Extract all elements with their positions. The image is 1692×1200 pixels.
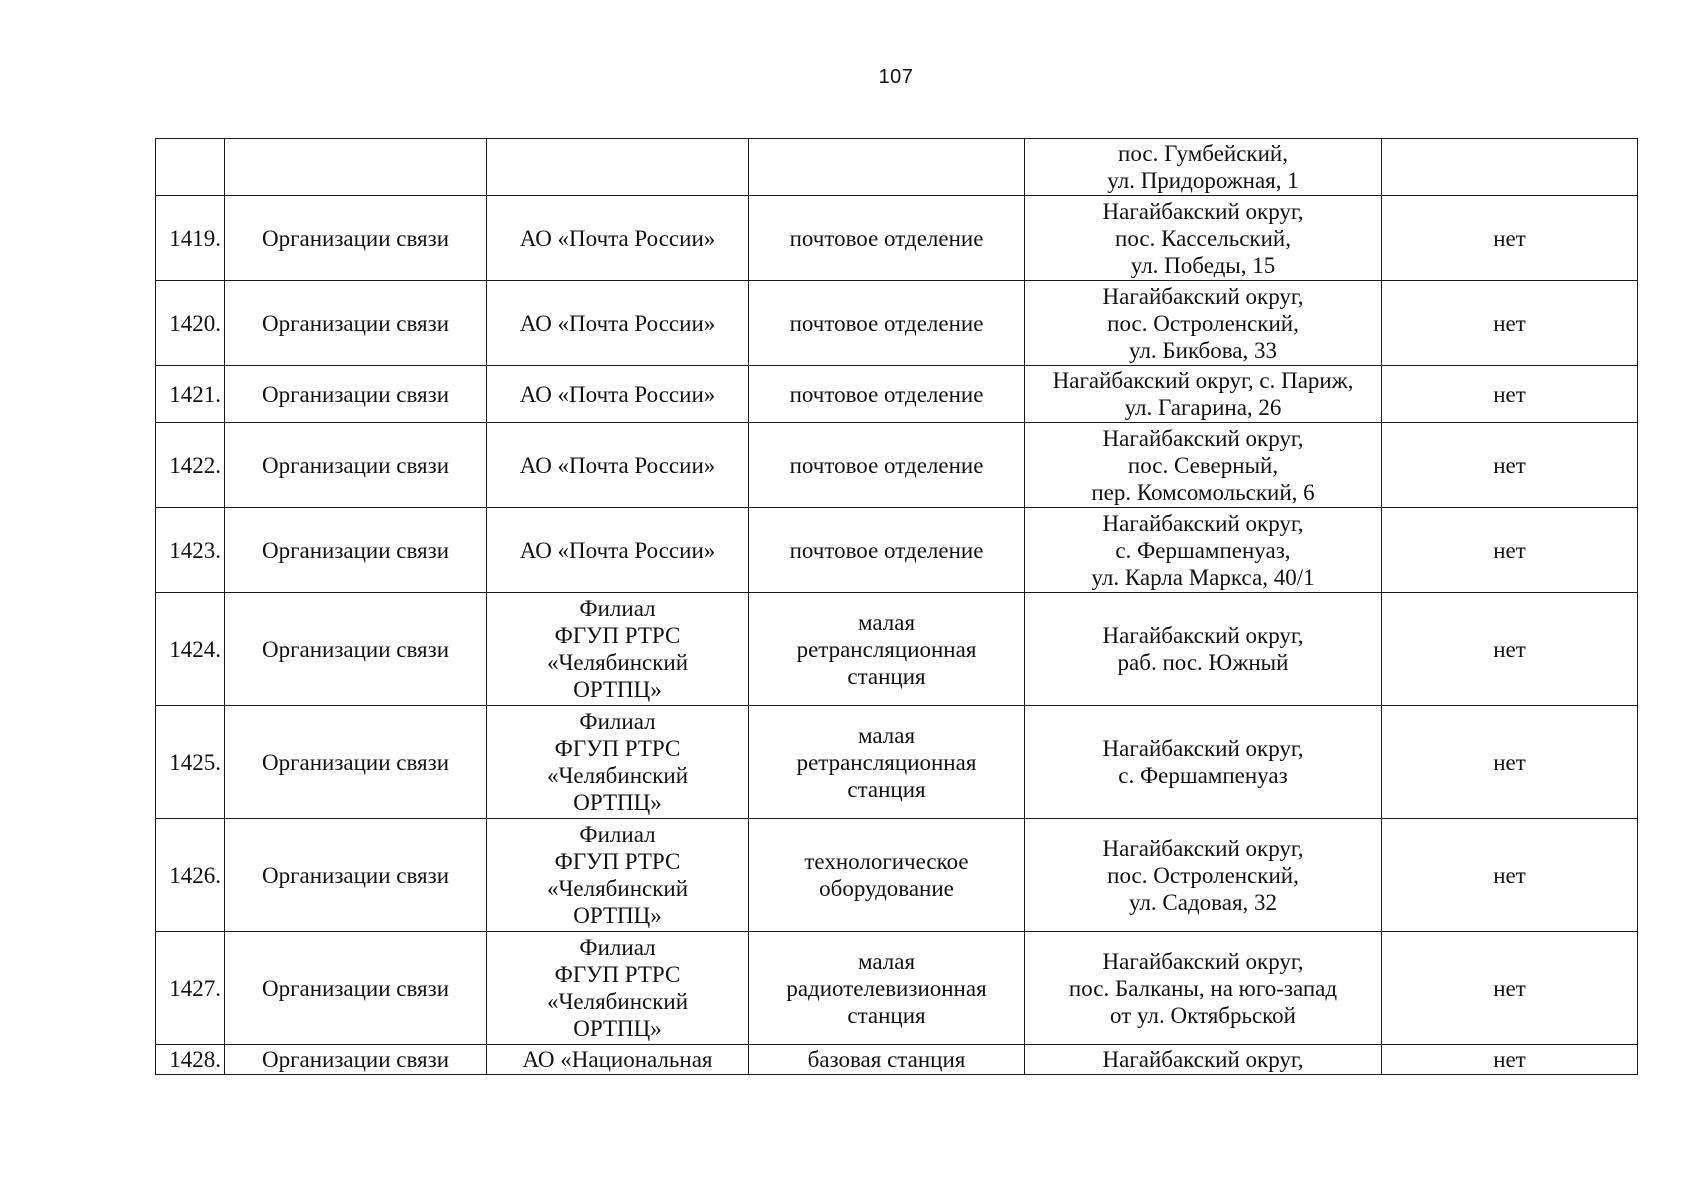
cell-object-line: малая bbox=[857, 609, 916, 635]
cell-status: нет bbox=[1382, 196, 1638, 281]
cell-status: нет bbox=[1382, 1045, 1638, 1075]
cell-organization bbox=[487, 593, 749, 706]
cell-object-line: малая bbox=[857, 722, 916, 748]
cell-organization-line: АО «Почта России» bbox=[519, 537, 716, 563]
table-row bbox=[156, 706, 1638, 819]
cell-address bbox=[1025, 932, 1382, 1045]
cell-address-line: Нагайбакский округ, bbox=[1102, 623, 1304, 648]
cell-category bbox=[225, 139, 487, 196]
cell-organization-line: АО «Национальная bbox=[522, 1047, 713, 1072]
table-row bbox=[156, 932, 1638, 1045]
cell-organization-line: Филиал bbox=[579, 935, 656, 960]
table-row bbox=[156, 593, 1638, 706]
cell-organization-line: ОРТПЦ» bbox=[573, 903, 662, 928]
cell-object-line: станция bbox=[847, 663, 926, 689]
cell-address-line: ул. Победы, 15 bbox=[1130, 252, 1276, 278]
cell-status: нет bbox=[1382, 366, 1638, 423]
cell-organization-line: ОРТПЦ» bbox=[573, 790, 662, 815]
cell-object-line: базовая станция bbox=[807, 1047, 966, 1072]
cell-object bbox=[749, 593, 1025, 706]
cell-number: 1426. bbox=[156, 819, 225, 932]
cell-object-line: ретрансляционная bbox=[796, 636, 977, 662]
cell-object bbox=[749, 1045, 1025, 1075]
cell-status: нет bbox=[1382, 819, 1638, 932]
cell-address-line: Нагайбакский округ, bbox=[1102, 1047, 1304, 1072]
cell-address-line: раб. пос. Южный bbox=[1117, 650, 1289, 675]
cell-status: нет bbox=[1382, 706, 1638, 819]
cell-organization bbox=[487, 366, 749, 423]
cell-address-line: Нагайбакский округ, bbox=[1102, 948, 1304, 974]
cell-number: 1422. bbox=[156, 423, 225, 508]
cell-organization-line: «Челябинский bbox=[546, 650, 689, 675]
cell-category: Организации связи bbox=[225, 196, 487, 281]
cell-address-line: Нагайбакский округ, bbox=[1102, 835, 1304, 861]
cell-organization bbox=[487, 819, 749, 932]
cell-address-line: ул. Придорожная, 1 bbox=[1107, 168, 1299, 193]
cell-organization bbox=[487, 932, 749, 1045]
cell-number: 1419. bbox=[156, 196, 225, 281]
cell-category: Организации связи bbox=[225, 932, 487, 1045]
cell-organization-line: ФГУП РТРС bbox=[554, 962, 681, 987]
cell-category: Организации связи bbox=[225, 706, 487, 819]
cell-address bbox=[1025, 706, 1382, 819]
cell-organization-line: «Челябинский bbox=[546, 989, 689, 1014]
cell-address bbox=[1025, 593, 1382, 706]
cell-address-line: ул. Садовая, 32 bbox=[1128, 889, 1278, 915]
cell-address-line: Нагайбакский округ, bbox=[1102, 510, 1304, 536]
cell-category: Организации связи bbox=[225, 1045, 487, 1075]
cell-object-line: ретрансляционная bbox=[796, 749, 977, 775]
cell-number: 1423. bbox=[156, 508, 225, 593]
cell-organization-line: АО «Почта России» bbox=[519, 452, 716, 478]
cell-address bbox=[1025, 1045, 1382, 1075]
cell-status: нет bbox=[1382, 932, 1638, 1045]
cell-object-line: малая bbox=[857, 948, 916, 974]
cell-status: нет bbox=[1382, 593, 1638, 706]
cell-object-line: радиотелевизионная bbox=[786, 975, 987, 1001]
cell-address-line: ул. Бикбова, 33 bbox=[1128, 337, 1278, 363]
cell-address-line: ул. Гагарина, 26 bbox=[1124, 395, 1282, 420]
cell-address-line: с. Фершампенуаз bbox=[1118, 763, 1288, 788]
cell-organization-line: ФГУП РТРС bbox=[554, 623, 681, 648]
cell-organization-line: Филиал bbox=[579, 596, 656, 621]
table-row bbox=[156, 508, 1638, 593]
cell-organization bbox=[487, 196, 749, 281]
cell-organization bbox=[487, 508, 749, 593]
cell-address-line: пос. Кассельский, bbox=[1115, 225, 1291, 251]
cell-object bbox=[749, 819, 1025, 932]
cell-address bbox=[1025, 281, 1382, 366]
cell-address-line: Нагайбакский округ, bbox=[1102, 425, 1304, 451]
cell-organization bbox=[487, 706, 749, 819]
cell-category: Организации связи bbox=[225, 423, 487, 508]
cell-object bbox=[749, 139, 1025, 196]
cell-object-line: оборудование bbox=[819, 876, 954, 901]
cell-address-line: пос. Остроленский, bbox=[1107, 862, 1299, 888]
table-row bbox=[156, 196, 1638, 281]
cell-object bbox=[749, 932, 1025, 1045]
cell-address bbox=[1025, 423, 1382, 508]
table-row bbox=[156, 1045, 1638, 1075]
cell-object bbox=[749, 423, 1025, 508]
cell-address bbox=[1025, 366, 1382, 423]
cell-address-line: Нагайбакский округ, bbox=[1102, 736, 1304, 761]
cell-organization-line: ФГУП РТРС bbox=[554, 849, 681, 874]
cell-number: 1421. bbox=[156, 366, 225, 423]
cell-object bbox=[749, 706, 1025, 819]
registry-table bbox=[155, 138, 1638, 1075]
table-body bbox=[156, 139, 1638, 1075]
cell-object bbox=[749, 281, 1025, 366]
cell-status: нет bbox=[1382, 508, 1638, 593]
cell-object-line: технологическое bbox=[804, 849, 969, 874]
cell-organization-line: «Челябинский bbox=[546, 763, 689, 788]
cell-organization-line: ОРТПЦ» bbox=[573, 677, 662, 702]
cell-organization-line: АО «Почта России» bbox=[519, 310, 716, 336]
cell-status: нет bbox=[1382, 423, 1638, 508]
cell-address-line: с. Фершампенуаз, bbox=[1115, 537, 1291, 563]
cell-address-line: пос. Гумбейский, bbox=[1118, 141, 1288, 166]
cell-organization bbox=[487, 423, 749, 508]
cell-object-line: почтовое отделение bbox=[789, 310, 984, 336]
cell-category: Организации связи bbox=[225, 819, 487, 932]
cell-address-line: Нагайбакский округ, bbox=[1102, 198, 1304, 224]
cell-category: Организации связи bbox=[225, 366, 487, 423]
cell-organization bbox=[487, 1045, 749, 1075]
cell-status bbox=[1382, 139, 1638, 196]
cell-status: нет bbox=[1382, 281, 1638, 366]
cell-object bbox=[749, 366, 1025, 423]
cell-organization-line: АО «Почта России» bbox=[519, 225, 716, 251]
cell-organization-line: Филиал bbox=[579, 822, 656, 847]
cell-number: 1425. bbox=[156, 706, 225, 819]
cell-address bbox=[1025, 196, 1382, 281]
cell-organization-line: «Челябинский bbox=[546, 876, 689, 901]
cell-organization-line: АО «Почта России» bbox=[519, 381, 716, 407]
cell-category: Организации связи bbox=[225, 593, 487, 706]
cell-organization bbox=[487, 281, 749, 366]
cell-object bbox=[749, 508, 1025, 593]
cell-object bbox=[749, 196, 1025, 281]
cell-organization-line: ОРТПЦ» bbox=[573, 1016, 662, 1041]
cell-organization-line: ФГУП РТРС bbox=[554, 736, 681, 761]
cell-number bbox=[156, 139, 225, 196]
cell-address bbox=[1025, 508, 1382, 593]
cell-object-line: почтовое отделение bbox=[789, 452, 984, 478]
cell-organization-line: Филиал bbox=[579, 709, 656, 734]
table-row bbox=[156, 281, 1638, 366]
cell-object-line: станция bbox=[847, 776, 926, 802]
cell-category: Организации связи bbox=[225, 281, 487, 366]
page-number: 107 bbox=[878, 66, 914, 88]
cell-object-line: почтовое отделение bbox=[789, 225, 984, 251]
cell-object-line: почтовое отделение bbox=[789, 381, 984, 407]
table-row bbox=[156, 819, 1638, 932]
cell-address-line: Нагайбакский округ, с. Париж, bbox=[1052, 368, 1354, 393]
cell-address bbox=[1025, 819, 1382, 932]
cell-organization bbox=[487, 139, 749, 196]
cell-address-line: пер. Комсомольский, 6 bbox=[1091, 479, 1315, 505]
cell-address-line: от ул. Октябрьской bbox=[1110, 1002, 1296, 1028]
cell-number: 1428. bbox=[156, 1045, 225, 1075]
table-row bbox=[156, 366, 1638, 423]
table-row bbox=[156, 423, 1638, 508]
cell-number: 1427. bbox=[156, 932, 225, 1045]
cell-address-line: Нагайбакский округ, bbox=[1102, 283, 1304, 309]
cell-address-line: пос. Остроленский, bbox=[1107, 310, 1299, 336]
cell-address-line: ул. Карла Маркса, 40/1 bbox=[1091, 564, 1315, 590]
cell-address bbox=[1025, 139, 1382, 196]
cell-address-line: пос. Северный, bbox=[1127, 452, 1279, 478]
cell-category: Организации связи bbox=[225, 508, 487, 593]
table-row bbox=[156, 139, 1638, 196]
cell-number: 1420. bbox=[156, 281, 225, 366]
cell-address-line: пос. Балканы, на юго-запад bbox=[1068, 975, 1338, 1001]
cell-object-line: станция bbox=[847, 1002, 926, 1028]
cell-object-line: почтовое отделение bbox=[789, 537, 984, 563]
cell-number: 1424. bbox=[156, 593, 225, 706]
